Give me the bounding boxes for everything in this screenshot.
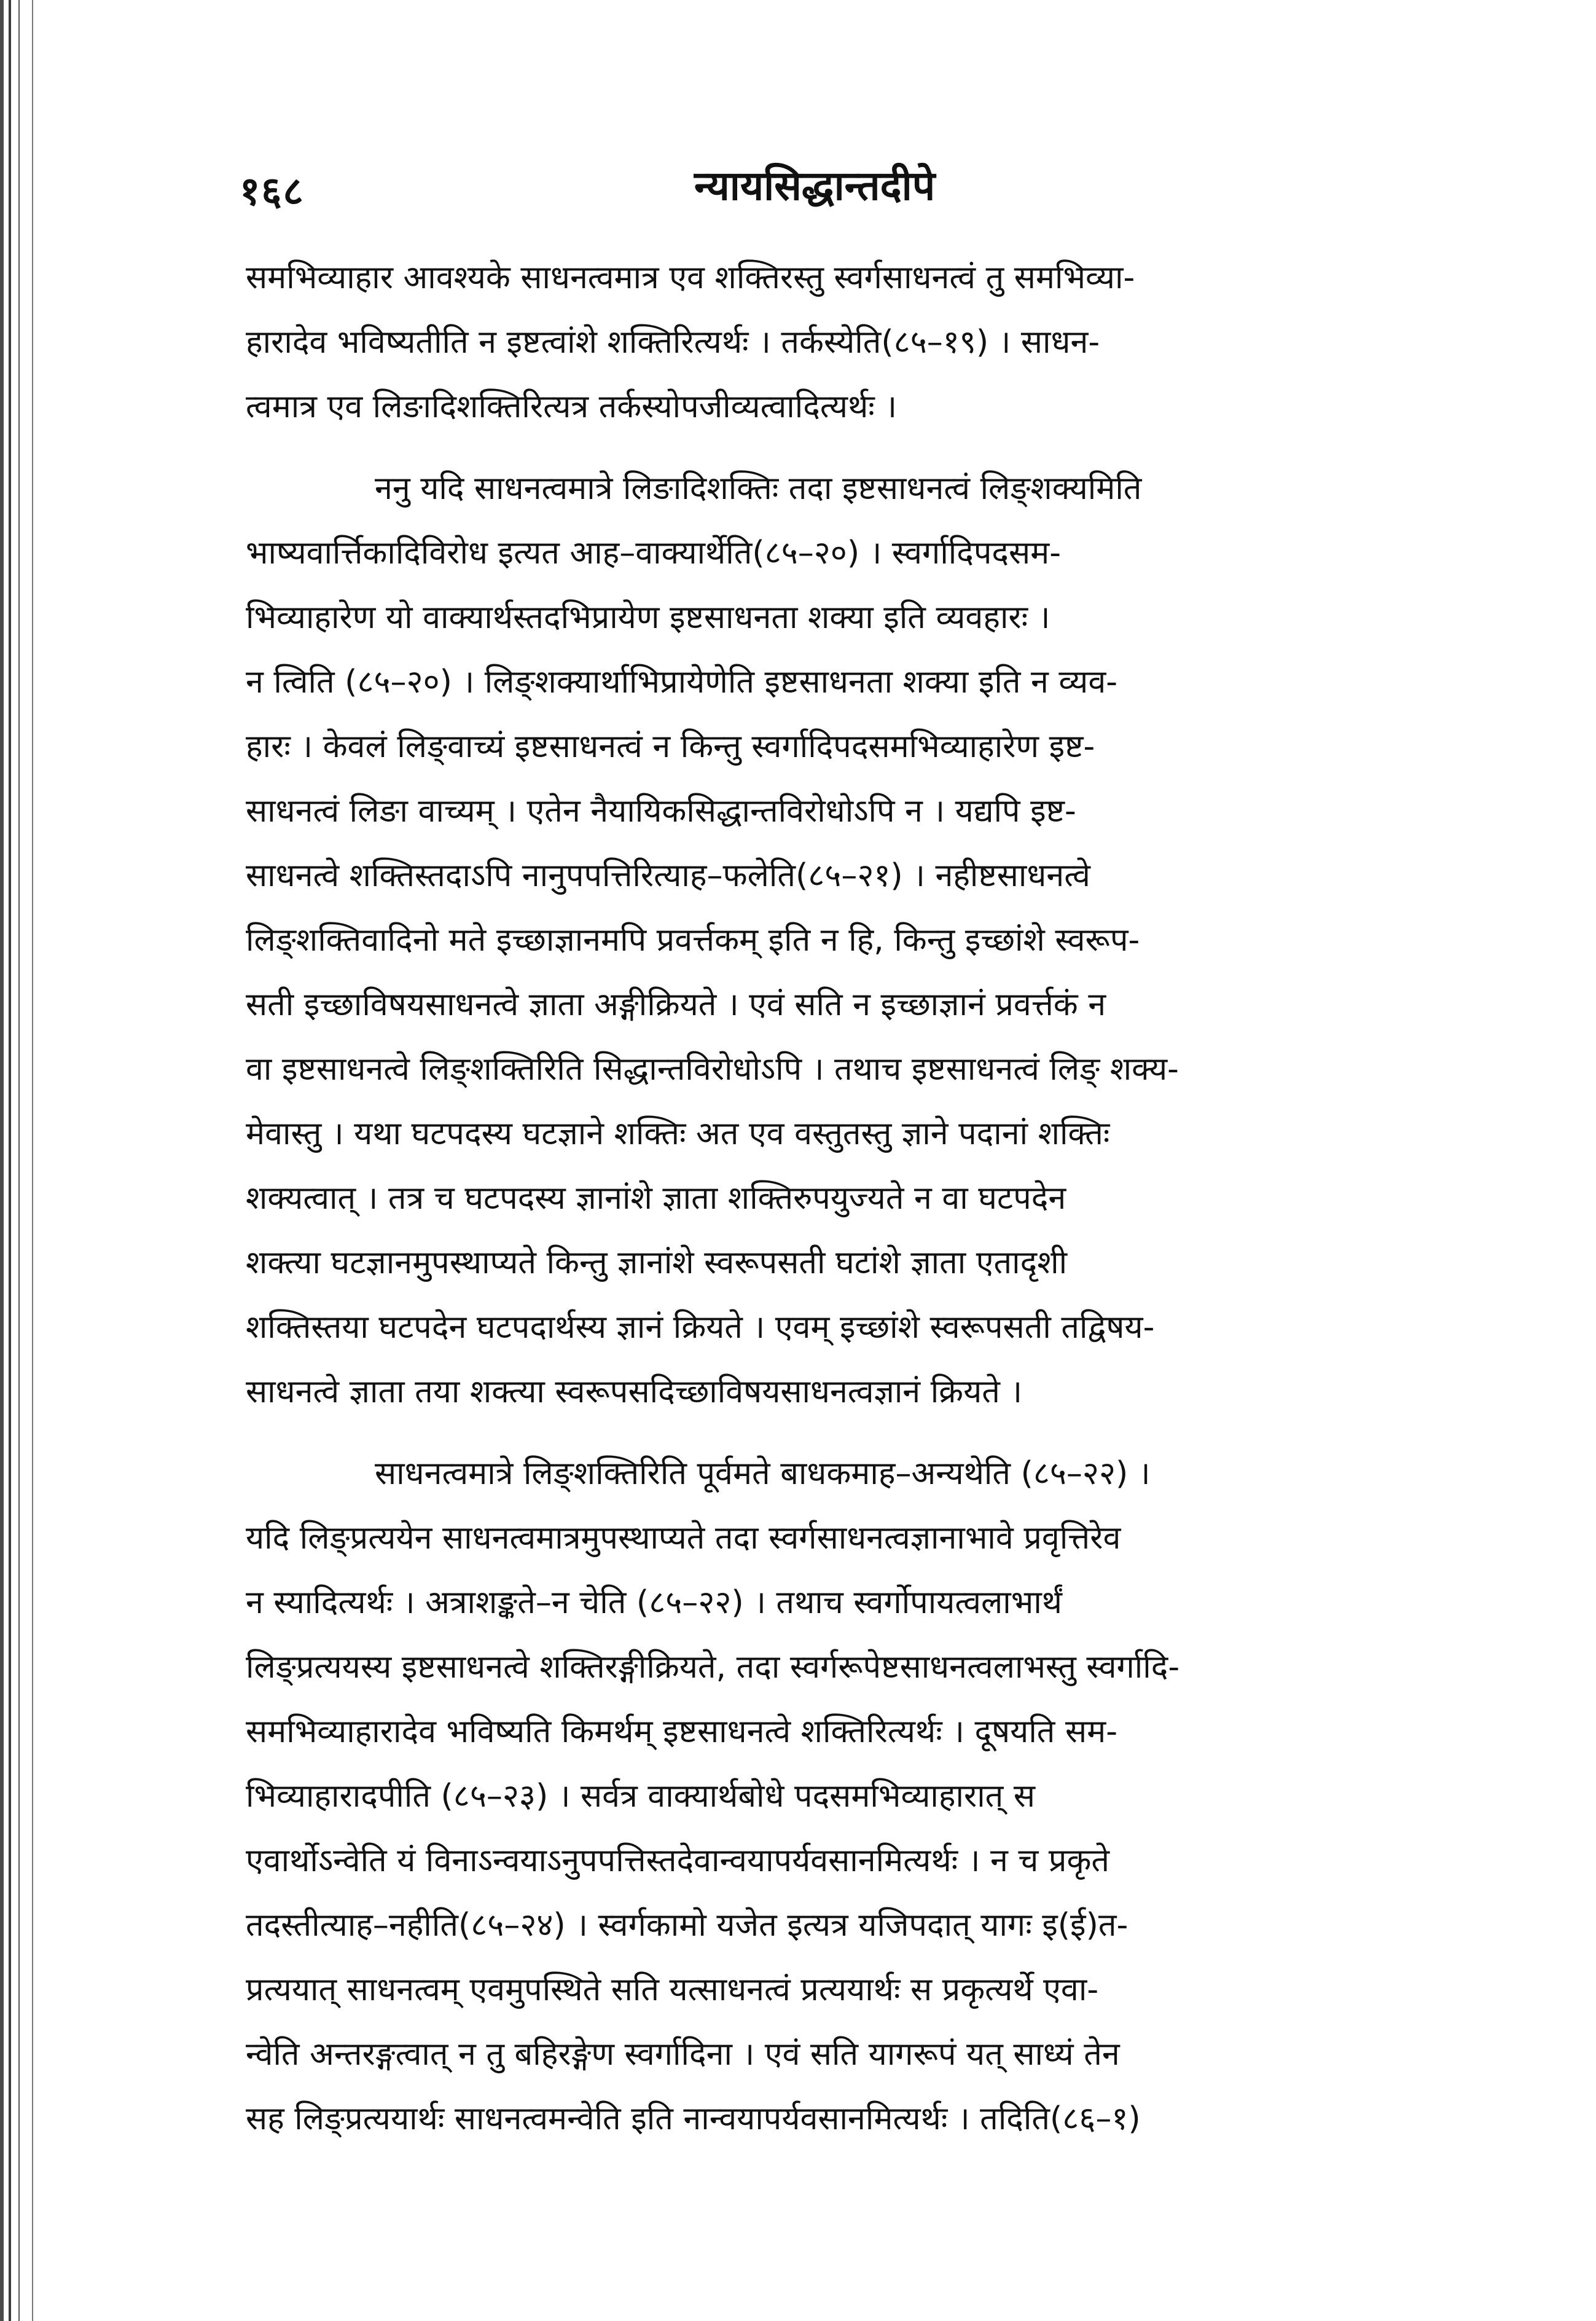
text-line: त्वमात्र एव लिङादिशक्तिरित्यत्र तर्कस्योपजीव्यत्वादित्यर्थः । <box>246 388 898 425</box>
text-line: न त्विति (८५–२०) । लिङ्शक्यार्थाभिप्रायेणेति इष्टसाधनता शक्या इति न व्यव- <box>246 664 1118 701</box>
page-header <box>240 157 1444 224</box>
text-line: लिङ्शक्तिवादिनो मते इच्छाज्ञानमपि प्रवर्त्तकम् इति न हि, किन्तु इच्छांशे स्वरूप- <box>246 922 1140 959</box>
text-line: भिव्याहारादपीति (८५–२३) । सर्वत्र वाक्यार्थबोधे पदसमभिव्याहारात् स <box>246 1778 1035 1815</box>
text-line: साधनत्वमात्रे लिङ्शक्तिरिति पूर्वमते बाधकमाह–अन्यथेति (८५–२२) । <box>375 1455 1151 1492</box>
text-line: साधनत्वे शक्तिस्तदाऽपि नानुपपत्तिरित्याह–फलेति(८५–२१) । नहीष्टसाधनत्वे <box>246 857 1090 894</box>
page-number: १६८ <box>240 169 305 214</box>
text-line: शक्यत्वात् । तत्र च घटपदस्य ज्ञानांशे ज्ञाता शक्तिरुपयुज्यते न वा घटपदेन <box>246 1180 1066 1217</box>
text-line: न्वेति अन्तरङ्गत्वात् न तु बहिरङ्गेण स्वर्गादिना । एवं सति यागरूपं यत् साध्यं तेन <box>246 2036 1120 2073</box>
text-line: वा इष्टसाधनत्वे लिङ्शक्तिरिति सिद्धान्तविरोधोऽपि । तथाच इष्टसाधनत्वं लिङ् शक्य- <box>246 1051 1179 1088</box>
text-line: ननु यदि साधनत्वमात्रे लिङादिशक्तिः तदा इष्टसाधनत्वं लिङ्शक्यमिति <box>375 470 1142 507</box>
text-line: सती इच्छाविषयसाधनत्वे ज्ञाता अङ्गीक्रियते । एवं सति न इच्छाज्ञानं प्रवर्त्तकं न <box>246 986 1106 1023</box>
running-title: न्यायसिद्धान्तदीपे <box>694 162 936 210</box>
paragraph-3 <box>246 1442 1450 2151</box>
text-line: यदि लिङ्प्रत्ययेन साधनत्वमात्रमुपस्थाप्यते तदा स्वर्गसाधनत्वज्ञानाभावे प्रवृत्तिरेव <box>246 1520 1121 1557</box>
text-line: न स्यादित्यर्थः । अत्राशङ्कते–न चेति (८५–२२) । तथाच स्वर्गोपायत्वलाभार्थं <box>246 1584 1063 1621</box>
text-line: शक्तिस्तया घटपदेन घटपदार्थस्य ज्ञानं क्रियते । एवम् इच्छांशे स्वरूपसती तद्विषय- <box>246 1309 1155 1346</box>
text-line: तदस्तीत्याह–नहीति(८५–२४) । स्वर्गकामो यजेत इत्यत्र यजिपदात् यागः इ(ई)त- <box>246 1907 1129 1944</box>
text-line: हारः । केवलं लिङ्वाच्यं इष्टसाधनत्वं न किन्तु स्वर्गादिपदसमभिव्याहारेण इष्ट- <box>246 728 1095 765</box>
text-line: प्रत्ययात् साधनत्वम् एवमुपस्थिते सति यत्साधनत्वं प्रत्ययार्थः स प्रकृत्यर्थे एवा- <box>246 1971 1099 2008</box>
text-line: भिव्याहारेण यो वाक्यार्थस्तदभिप्रायेण इष्टसाधनता शक्या इति व्यवहारः । <box>246 599 1050 636</box>
text-line: लिङ्प्रत्ययस्य इष्टसाधनत्वे शक्तिरङ्गीक्रियते, तदा स्वर्गरूपेष्टसाधनत्वलाभस्तु स्वर्गादि- <box>246 1649 1180 1686</box>
text-line: भाष्यवार्त्तिकादिविरोध इत्यत आह–वाक्यार्थेति(८५–२०) । स्वर्गादिपदसम- <box>246 535 1062 571</box>
text-line: शक्त्या घटज्ञानमुपस्थाप्यते किन्तु ज्ञानांशे स्वरूपसती घटांशे ज्ञाता एतादृशी <box>246 1244 1068 1281</box>
text-line: सह लिङ्प्रत्ययार्थः साधनत्वमन्वेति इति नान्वयापर्यवसानमित्यर्थः । तदिति(८६–१) <box>246 2100 1141 2137</box>
paragraph-2 <box>246 457 1450 1424</box>
paragraph-1 <box>246 246 1450 439</box>
text-line: समभिव्याहार आवश्यके साधनत्वमात्र एव शक्तिरस्तु स्वर्गसाधनत्वं तु समभिव्या- <box>246 259 1135 296</box>
text-line: साधनत्वं लिङा वाच्यम् । एतेन नैयायिकसिद्धान्तविरोधोऽपि न । यद्यपि इष्ट- <box>246 793 1076 830</box>
text-line: समभिव्याहारादेव भविष्यति किमर्थम् इष्टसाधनत्वे शक्तिरित्यर्थः । दूषयति सम- <box>246 1713 1117 1750</box>
page-body <box>246 246 1450 2169</box>
text-line: एवार्थोऽन्वेति यं विनाऽन्वयाऽनुपपत्तिस्तदेवान्वयापर्यवसानमित्यर्थः । न च प्रकृते <box>246 1842 1110 1879</box>
book-binding-edge <box>0 0 55 2321</box>
text-line: मेवास्तु । यथा घटपदस्य घटज्ञाने शक्तिः अत एव वस्तुतस्तु ज्ञाने पदानां शक्तिः <box>246 1115 1110 1152</box>
text-line: साधनत्वे ज्ञाता तया शक्त्या स्वरूपसदिच्छाविषयसाधनत्वज्ञानं क्रियते । <box>246 1373 1023 1410</box>
text-line: हारादेव भविष्यतीति न इष्टत्वांशे शक्तिरित्यर्थः । तर्कस्येति(८५–१९) । साधन- <box>246 324 1100 361</box>
